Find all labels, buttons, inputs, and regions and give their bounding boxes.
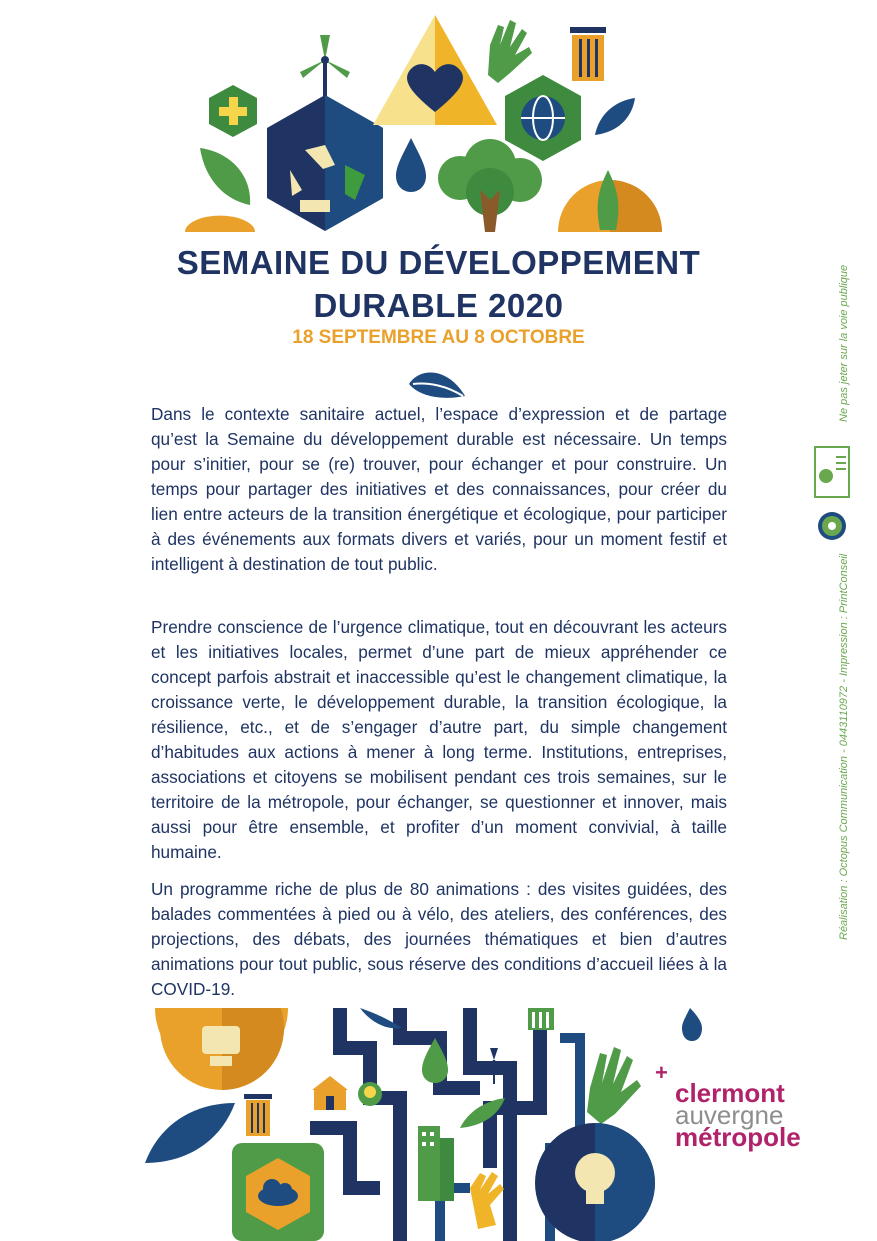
leaf-icon [558,170,662,232]
hand-icon [488,20,532,83]
pefc-logo [814,446,850,498]
trash-bin-icon [244,1094,272,1136]
imprim-vert-logo [816,510,848,542]
wind-turbine-icon [482,1048,506,1084]
house-icon [312,1076,348,1110]
trash-bin-icon [570,27,606,81]
recycle-icon [267,95,383,231]
lightbulb-icon [535,1123,655,1241]
print-credit: Réalisation : Octopus Communication - 0443110972 - Impression : PrintConseil [838,553,850,940]
globe-icon [505,75,581,161]
plus-icon [209,85,257,137]
top-illustration [140,0,740,232]
leaf-icon [200,148,250,205]
cloud-icon [232,1143,324,1241]
disposal-notice: Ne pas jeter sur la voie publique [838,264,850,422]
leaf-icon [405,366,467,402]
page-title-year: DURABLE 2020 [313,287,564,324]
logo-line-clermont: clermont [675,1078,785,1108]
water-drop-icon [396,138,426,192]
page-title: SEMAINE DU DÉVELOPPEMENT [176,244,701,281]
program-paragraph: Un programme riche de plus de 80 animations : des visites guidées, des balades commentées à pied ou à vélo, des ateliers, des conférences, des projections, des débats, des journées thématiques et bien d’autres animations pour tout public, sous réserve des conditions d’accueil liées à la COVID-19. [151,879,727,999]
logo-plus: + [655,1060,668,1085]
clermont-auvergne-metropole-logo [655,1060,801,1160]
logo-line-metropole: métropole [675,1122,801,1152]
lightbulb-icon [358,1082,382,1106]
climate-paragraph: Prendre conscience de l’urgence climatique, tout en découvrant les acteurs et les initiatives locales, permet d’une part de mieux appréhender ce concept parfois abstrait et inaccessible qu’est le changement climatique, la croissance verte, le développement durable, la transition écologique, la résilience, etc., et de s’engager d’autre part, du simple changement d’habitudes aux actions à mener à long terme. Institutions, entreprises, associations et citoyens se mobilisent pendant ces trois semaines, sur le territoire de la métropole, pour échanger, se questionner et innover, mais aussi pour être ensemble, et profiter d’un moment convivial, à taille humaine. [151,617,727,862]
lightbulb-icon [155,1008,288,1090]
building-icon [418,1126,454,1201]
intro-paragraph: Dans le contexte sanitaire actuel, l’espace d’expression et de partage qu’est la Semaine du développement durable est nécessaire. Un temps pour s’initier, pour se (re) trouver, pour échanger et pour construire. Un temps pour partager des initiatives et des connaissances, pour créer du lien entre acteurs de la transition énergétique et écologique, pour participer à des événements aux formats divers et variés, pour un moment festif et intelligent à destination de tout public. [151,404,727,574]
logo-line-auvergne: auvergne [675,1100,784,1130]
event-dates: 18 SEPTEMBRE AU 8 OCTOBRE [292,327,585,348]
tree-icon [438,139,542,232]
leaf-icon [595,98,635,135]
heart-icon [373,15,497,125]
